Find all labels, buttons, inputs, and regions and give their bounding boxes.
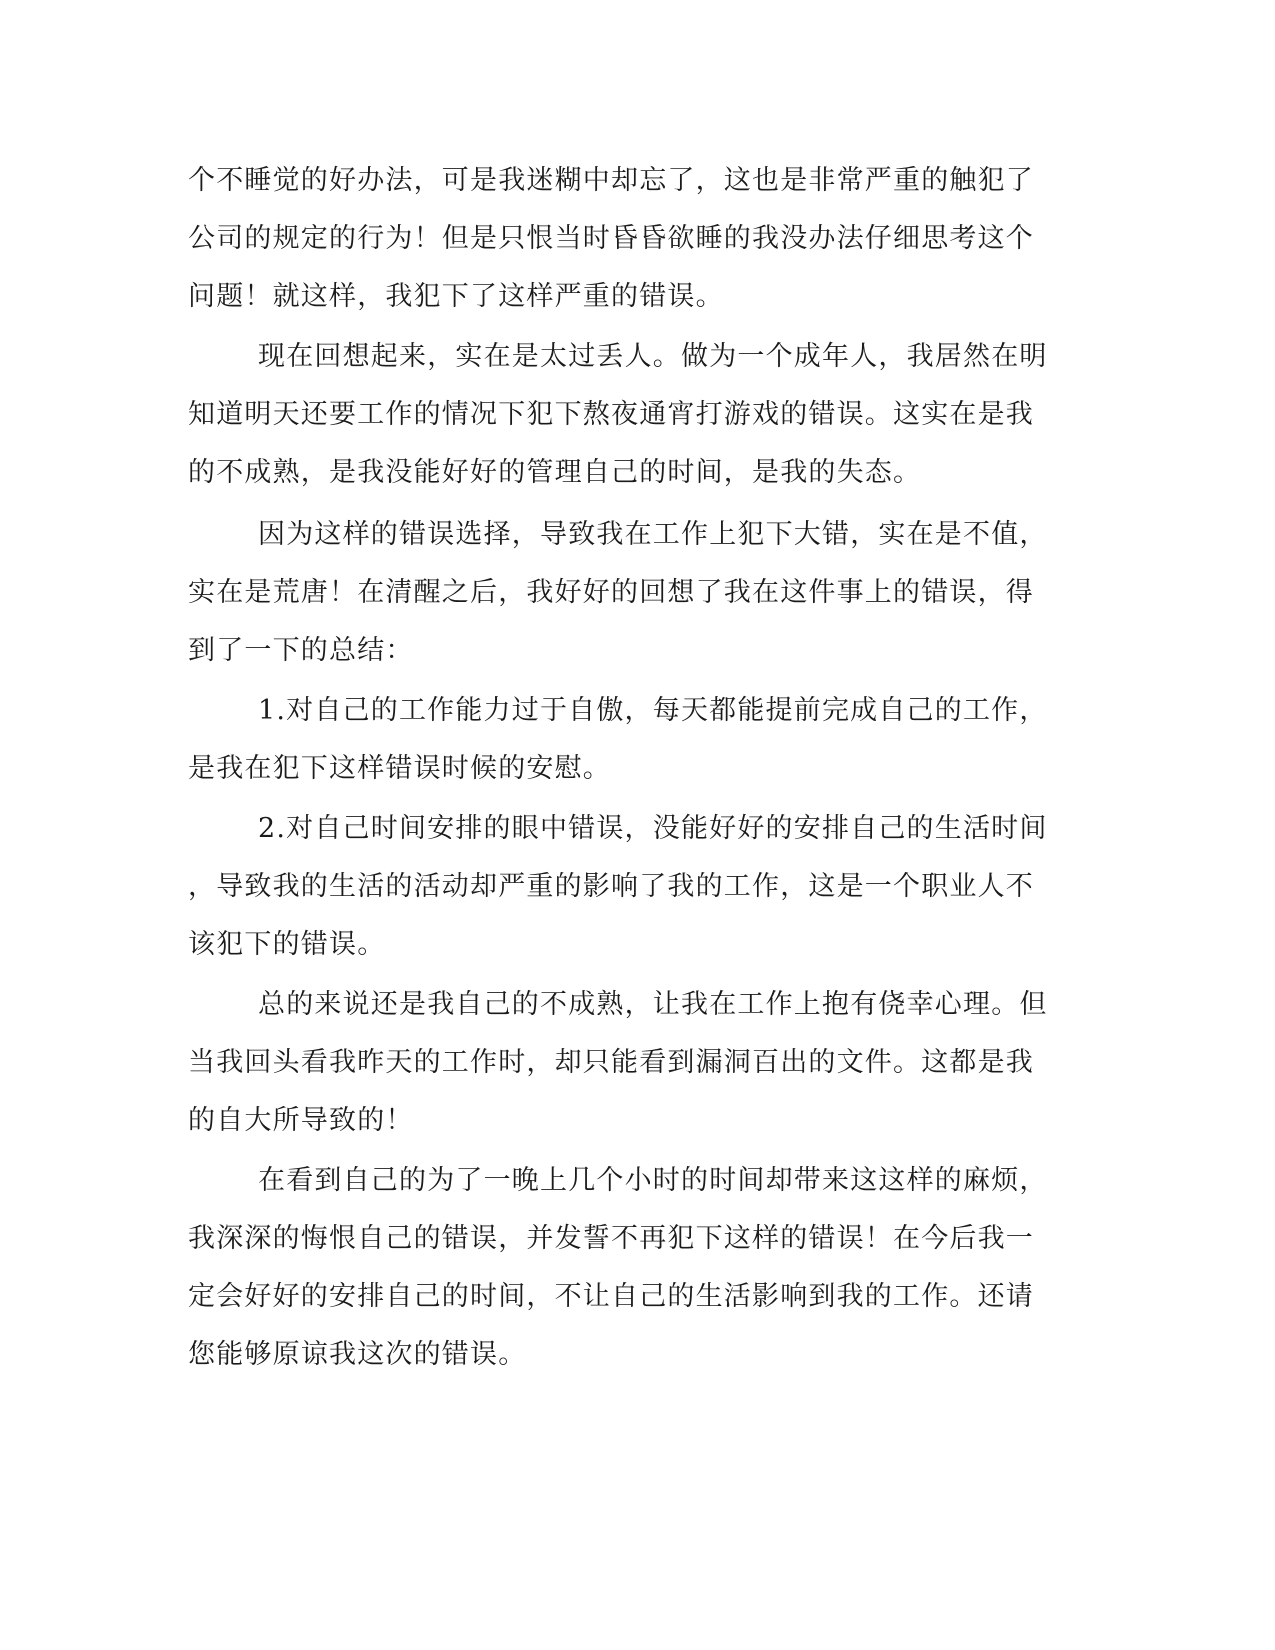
text-line: 我深深的悔恨自己的错误，并发誓不再犯下这样的错误！在今后我一 bbox=[188, 1223, 1034, 1254]
text-line: 实在是荒唐！在清醒之后，我好好的回想了我在这件事上的错误，得 bbox=[188, 577, 1034, 608]
text-line: 到了一下的总结： bbox=[188, 635, 414, 666]
text-line: 的不成熟，是我没能好好的管理自己的时间，是我的失态。 bbox=[188, 457, 922, 488]
text-line: 问题！就这样，我犯下了这样严重的错误。 bbox=[188, 281, 724, 312]
text-line: 当我回头看我昨天的工作时，却只能看到漏洞百出的文件。这都是我 bbox=[188, 1047, 1034, 1078]
paragraph-first-line: 因为这样的错误选择，导致我在工作上犯下大错，实在是不值， bbox=[258, 519, 1048, 550]
text-line: 该犯下的错误。 bbox=[188, 929, 386, 960]
text-line: 定会好好的安排自己的时间，不让自己的生活影响到我的工作。还请 bbox=[188, 1281, 1034, 1312]
text-line: 知道明天还要工作的情况下犯下熬夜通宵打游戏的错误。这实在是我 bbox=[188, 399, 1034, 430]
paragraph-first-line: 现在回想起来，实在是太过丢人。做为一个成年人，我居然在明 bbox=[258, 341, 1048, 372]
text-line: 是我在犯下这样错误时候的安慰。 bbox=[188, 753, 611, 784]
text-line: 的自大所导致的！ bbox=[188, 1105, 414, 1136]
text-line: ，导致我的生活的活动却严重的影响了我的工作，这是一个职业人不 bbox=[188, 871, 1034, 902]
text-line: 个不睡觉的好办法，可是我迷糊中却忘了，这也是非常严重的触犯了 bbox=[188, 165, 1034, 196]
text-line: 您能够原谅我这次的错误。 bbox=[188, 1339, 527, 1370]
paragraph-first-line: 总的来说还是我自己的不成熟，让我在工作上抱有侥幸心理。但 bbox=[258, 989, 1048, 1020]
text-line: 公司的规定的行为！但是只恨当时昏昏欲睡的我没办法仔细思考这个 bbox=[188, 223, 1034, 254]
paragraph-first-line: 在看到自己的为了一晚上几个小时的时间却带来这这样的麻烦， bbox=[258, 1165, 1048, 1196]
list-item-2: 2.对自己时间安排的眼中错误，没能好好的安排自己的生活时间 bbox=[258, 813, 1048, 844]
list-item-1: 1.对自己的工作能力过于自傲，每天都能提前完成自己的工作， bbox=[258, 695, 1048, 726]
